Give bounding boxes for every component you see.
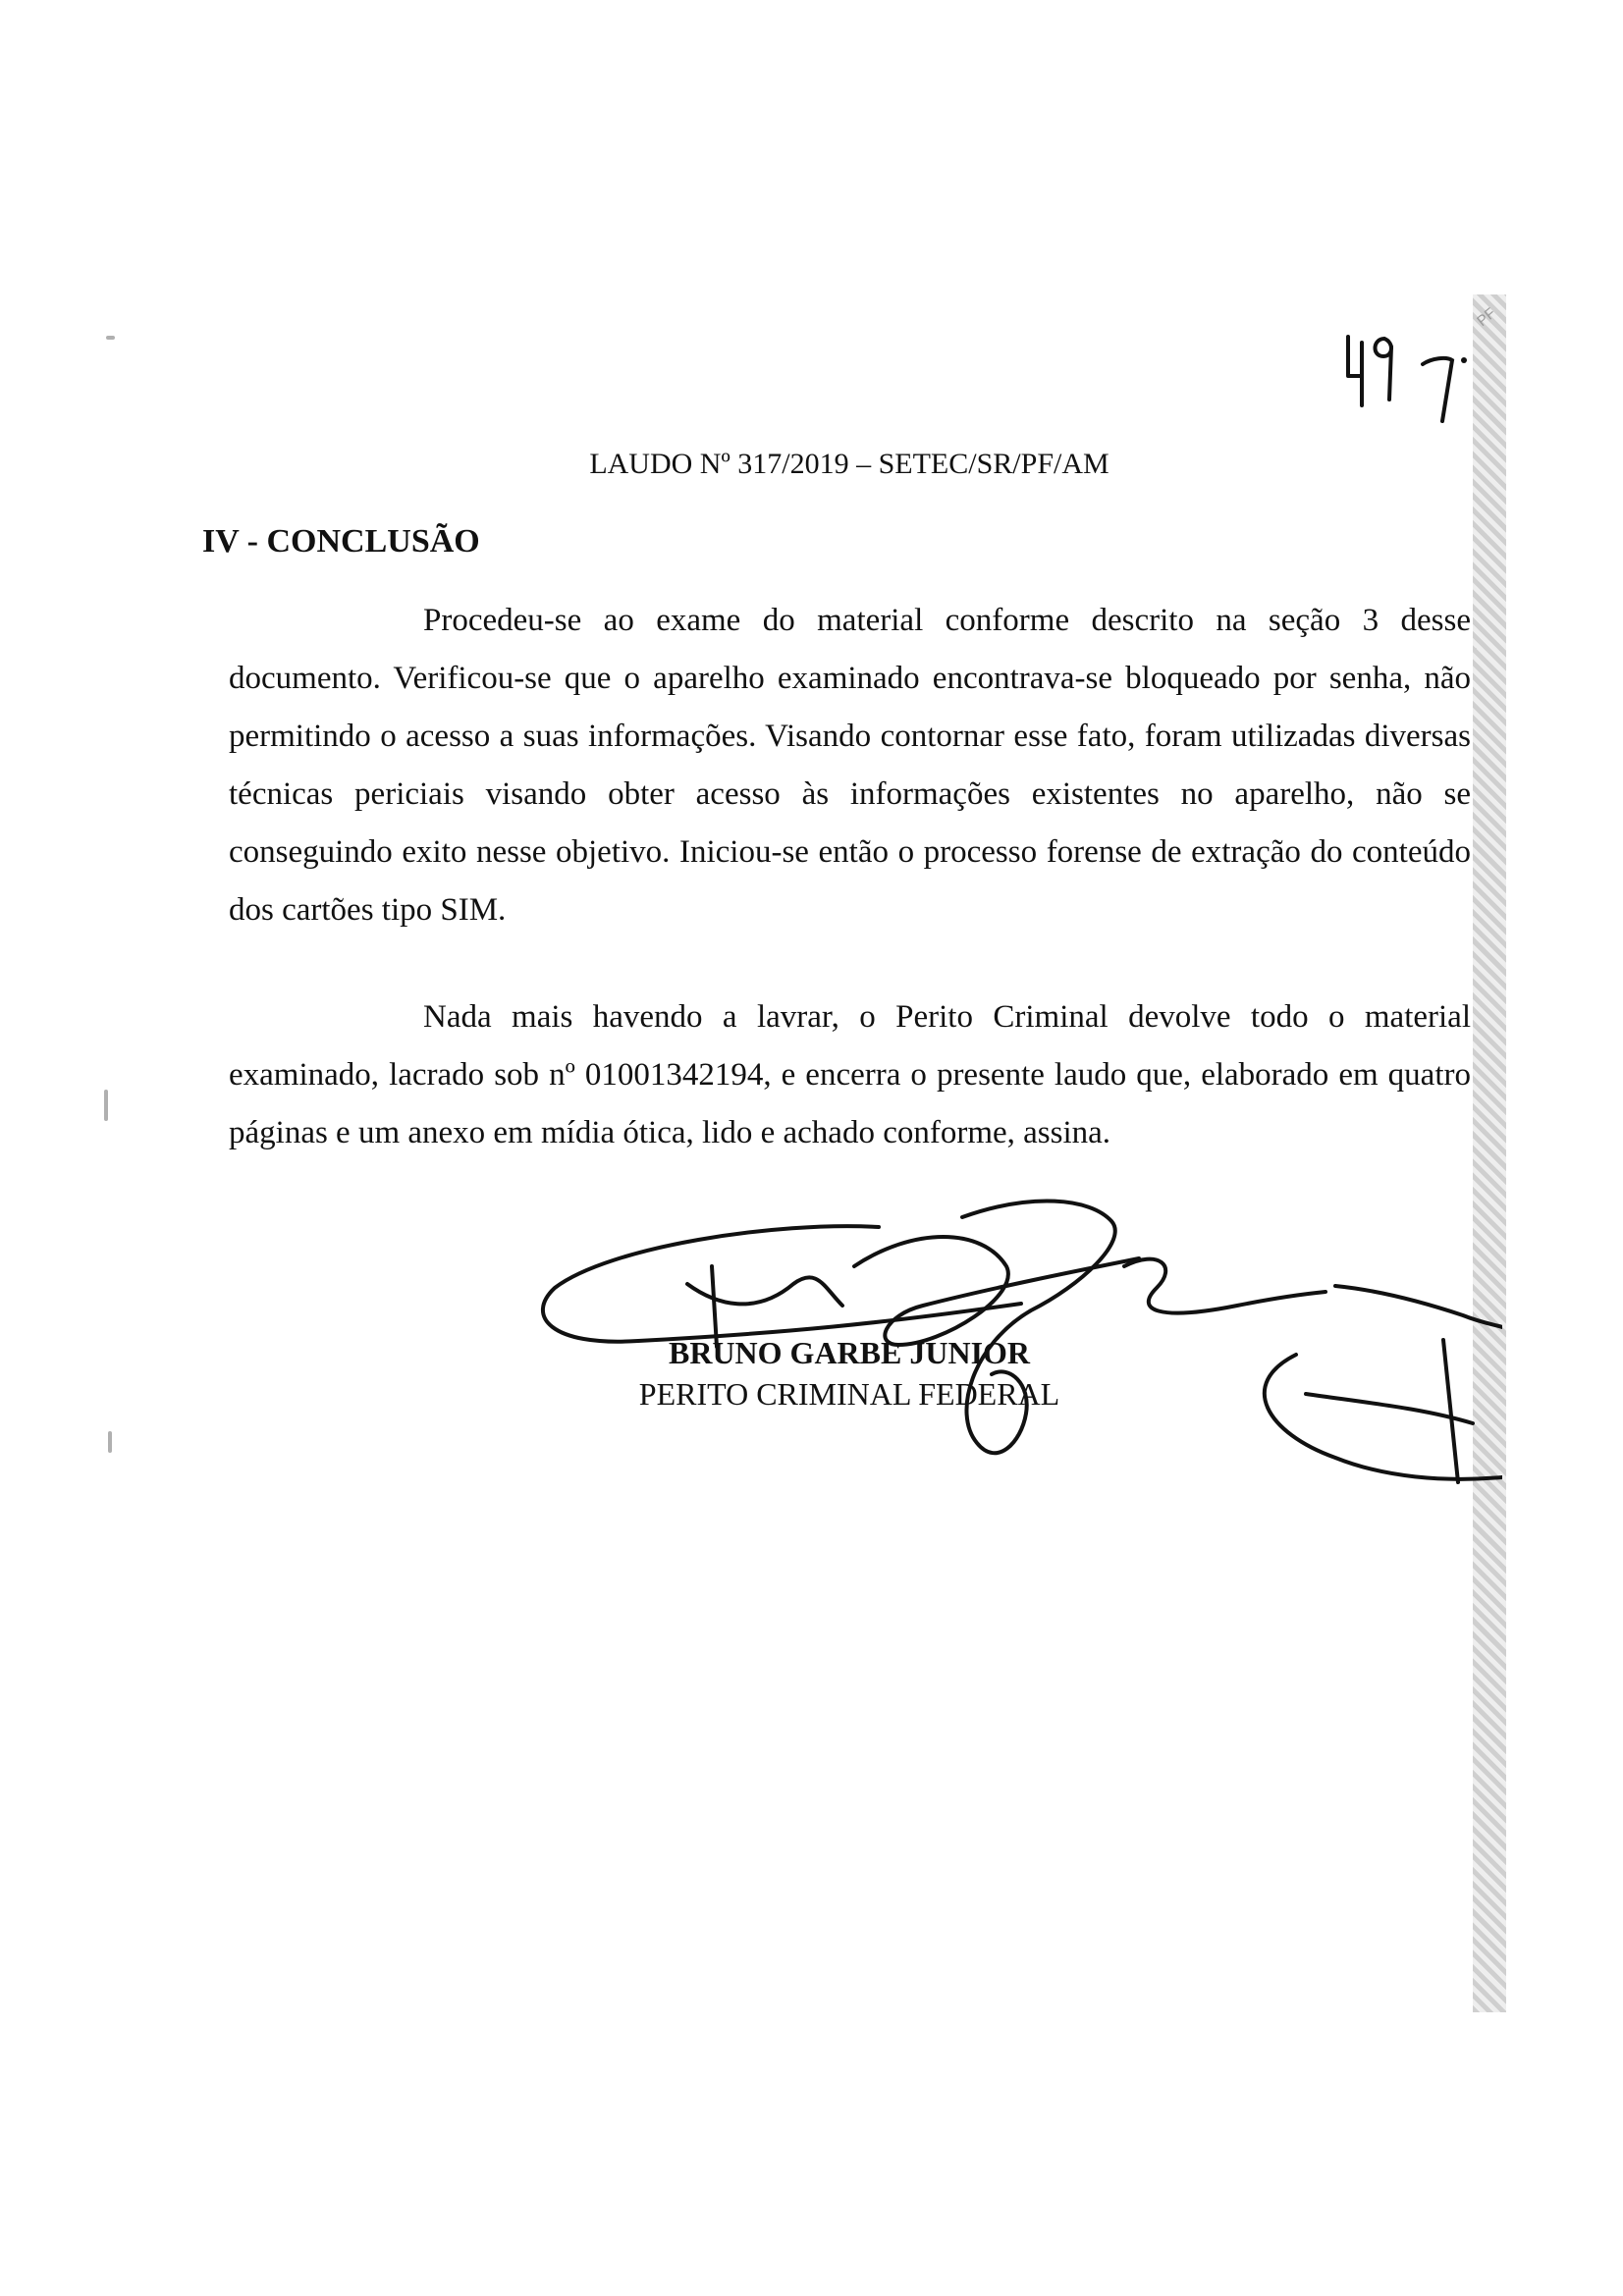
section-title: IV - CONCLUSÃO [202, 523, 480, 560]
signer-title: PERITO CRIMINAL FEDERAL [638, 1376, 1060, 1412]
handwritten-page-number [1340, 319, 1473, 427]
signer-name: BRUNO GARBE JUNIOR [668, 1335, 1031, 1370]
security-strip [1473, 294, 1506, 2012]
paragraph-closing: Nada mais havendo a lavrar, o Perito Criminal devolve todo o material examinado, lacrado sob nº 01001342194, e encerra o presente laudo que, elaborado em quatro páginas e um anexo em mídia ótica, lido e achado conforme, assina. [229, 999, 1471, 1150]
paragraph-conclusion: Procedeu-se ao exame do material conforme descrito na seção 3 desse documento. Verificou-se que o aparelho examinado encontrava-se bloqueado por senha, não permitindo o acesso a suas informações. Visando contornar esse fato, foram utilizadas diversas técnicas periciais visando obter acesso às informações existentes no aparelho, não se conseguindo exito nesse objetivo. Iniciou-se então o processo forense de extração do conteúdo dos cartões tipo SIM. [229, 603, 1471, 928]
document-reference: LAUDO Nº 317/2019 – SETEC/SR/PF/AM [589, 448, 1109, 480]
scan-speck [106, 336, 115, 340]
security-strip-text: PF [1474, 304, 1499, 330]
scan-speck [108, 1431, 112, 1453]
scan-speck [104, 1090, 108, 1121]
